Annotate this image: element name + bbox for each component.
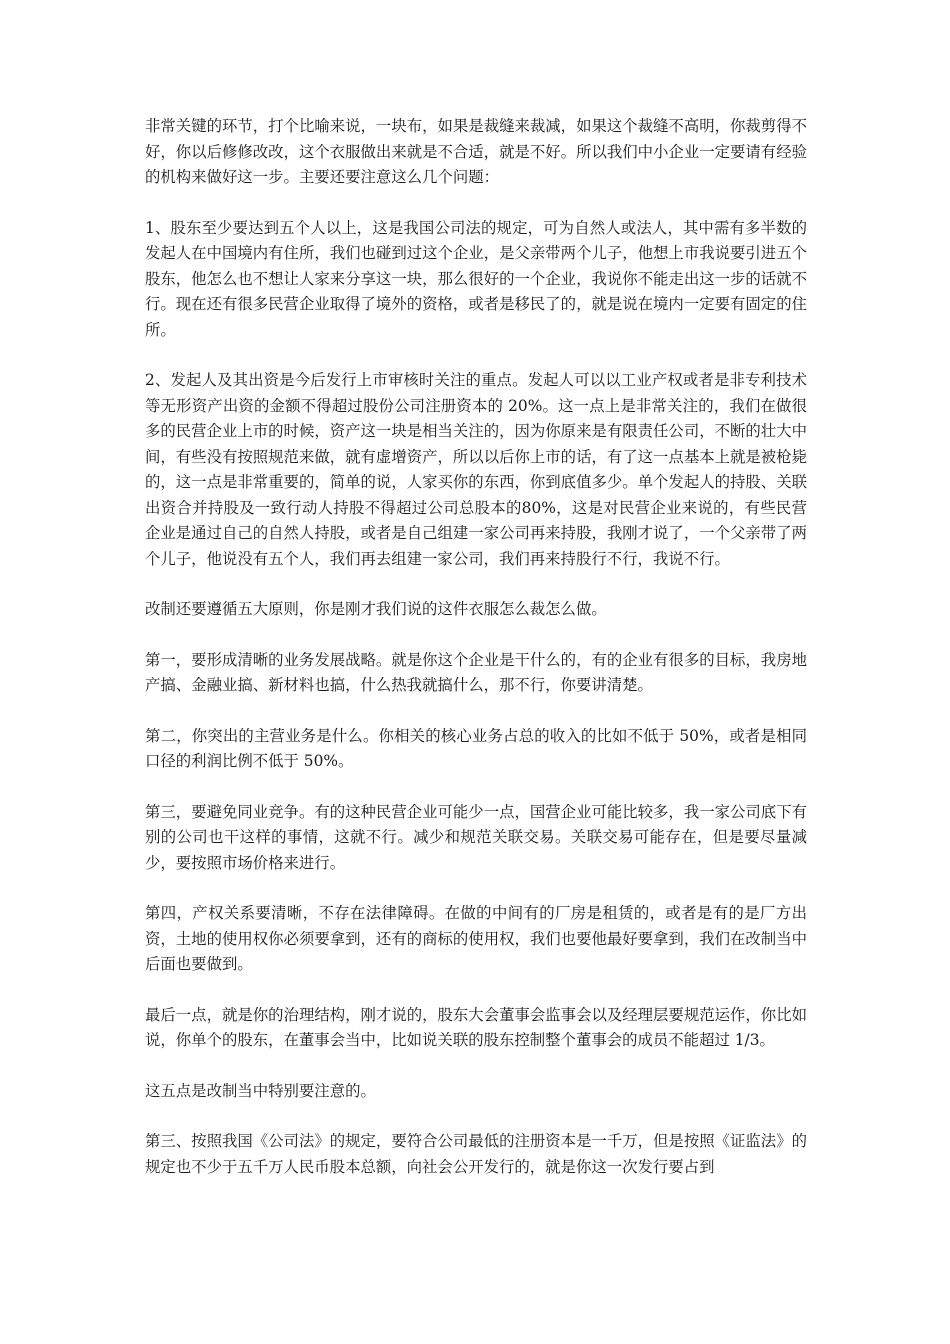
paragraph-principle-four: 第四，产权关系要清晰，不存在法律障碍。在做的中间有的厂房是租赁的，或者是有的是厂方出资，土地的使用权你必须要拿到，还有的商标的使用权，我们也要他最好要拿到，我们在改制当中后面也要做到。 <box>145 904 807 973</box>
paragraph-tailoring-analogy: 非常关键的环节，打个比喻来说，一块布，如果是裁缝来裁减，如果这个裁缝不高明，你裁剪得不好，你以后修修改改，这个衣服做出来就是不合适，就是不好。所以我们中小企业一定要请有经验的机构来做好这一步。主要还要注意这么几个问题： <box>145 117 807 186</box>
paragraph-registered-capital: 第三、按照我国《公司法》的规定，要符合公司最低的注册资本是一千万，但是按照《证监法》的规定也不少于五千万人民币股本总额，向社会公开发行的，就是你这一次发行要占到 <box>145 1132 807 1176</box>
paragraph-five-points-summary: 这五点是改制当中特别要注意的。 <box>145 1081 376 1100</box>
document-body <box>145 114 807 1205</box>
paragraph-principle-two: 第二，你突出的主营业务是什么。你相关的核心业务占总的收入的比如不低于 50%，或者是相同口径的利润比例不低于 50%。 <box>145 726 807 770</box>
paragraph-five-principles-intro: 改制还要遵循五大原则，你是刚才我们说的这件衣服怎么裁怎么做。 <box>145 600 607 618</box>
paragraph-promoter-contribution: 2、发起人及其出资是今后发行上市审核时关注的重点。发起人可以以工业产权或者是非专利技术等无形资产出资的金额不得超过股份公司注册资本的 20%。这一点上是非常关注的，我们在做很多的民营企业上市的时候，资产这一块是相当关注的，因为你原来是有限责任公司，不断的壮大中间，有些没有按照规范来做，就有虚增资产，所以以后你上市的话，有了这一点基本上就是被枪毙的，这一点是非常重要的，简单的说，人家买你的东西，你到底值多少。单个发起人的持股、关联出资合并持股及一致行动人持股不得超过公司总股本的80%，这是对民营企业来说的，有些民营企业是通过自己的自然人持股，或者是自己组建一家公司再来持股，我刚才说了，一个父亲带了两个儿子，他说没有五个人，我们再去组建一家公司，我们再来持股行不行，我说不行。 <box>145 371 807 568</box>
paragraph-principle-last: 最后一点，就是你的治理结构，刚才说的，股东大会董事会监事会以及经理层要规范运作，你比如说，你单个的股东，在董事会当中，比如说关联的股东控制整个董事会的成员不能超过 1/3。 <box>145 1005 807 1049</box>
paragraph-shareholder-count: 1、股东至少要达到五个人以上，这是我国公司法的规定，可为自然人或法人，其中需有多半数的发起人在中国境内有住所，我们也碰到过这个企业，是父亲带两个儿子，他想上市我说要引进五个股东，他怎么也不想让人家来分享这一块，那么很好的一个企业，我说你不能走出这一步的话就不行。现在还有很多民营企业取得了境外的资格，或者是移民了的，就是说在境内一定要有固定的住所。 <box>145 218 807 339</box>
paragraph-principle-three: 第三，要避免同业竞争。有的这种民营企业可能少一点，国营企业可能比较多，我一家公司底下有别的公司也干这样的事情，这就不行。减少和规范关联交易。关联交易可能存在，但是要尽量减少，要按照市场价格来进行。 <box>145 802 807 872</box>
paragraph-principle-one: 第一，要形成清晰的业务发展战略。就是你这个企业是干什么的，有的企业有很多的目标，我房地产搞、金融业搞、新材料也搞，什么热我就搞什么，那不行，你要讲清楚。 <box>145 650 807 694</box>
